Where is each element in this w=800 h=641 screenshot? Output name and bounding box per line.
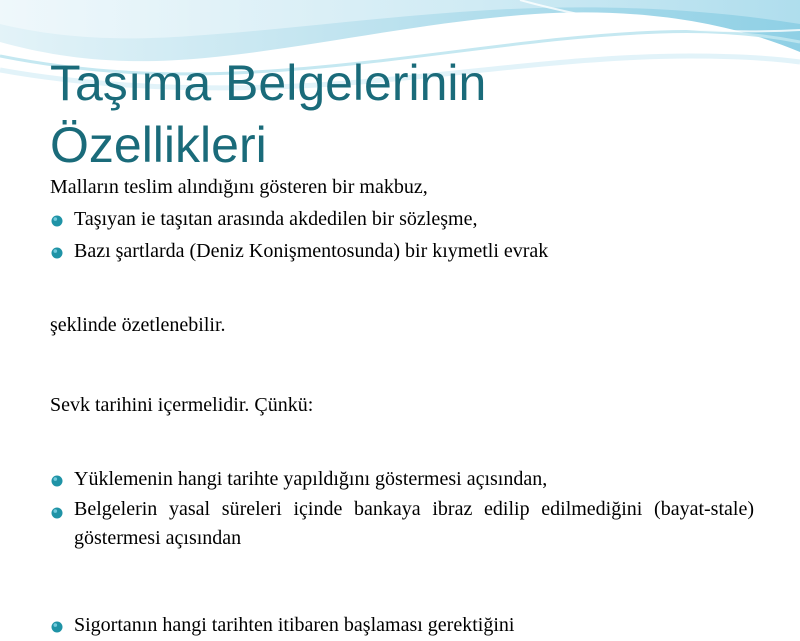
- bullet-text: Belgelerin yasal süreleri içinde bankaya ibraz edilip edilmediğini (bayat-stale) göstermesi açısından: [74, 498, 754, 549]
- spacer: [50, 421, 754, 463]
- slide-title: [50, 52, 670, 176]
- requirement-line: Sevk tarihini içermelidir. Çünkü:: [50, 394, 314, 416]
- bullet-dot-icon: [51, 621, 63, 633]
- bullet-item: [50, 609, 754, 641]
- slide-title-line-2: Özellikleri: [50, 117, 267, 173]
- bullet-text: Bazı şartlarda (Deniz Konişmentosunda) bir kıymetli evrak: [74, 240, 549, 262]
- spacer: [50, 553, 754, 609]
- bullet-dot-icon: [51, 507, 63, 519]
- bullet-dot-icon: [51, 215, 63, 227]
- bullet-text: Taşıyan ie taşıtan arasında akdedilen bir sözleşme,: [74, 208, 478, 230]
- bullet-item: [50, 463, 754, 495]
- slide-body: [50, 171, 754, 641]
- summary-line: şeklinde özetlenebilir.: [50, 314, 226, 336]
- bullet-item: [50, 495, 754, 553]
- spacer: [50, 267, 754, 309]
- bullet-item: [50, 203, 754, 235]
- bullet-dot-icon: [51, 475, 63, 487]
- bullet-text: Yüklemenin hangi tarihte yapıldığını göstermesi açısından,: [74, 468, 548, 490]
- bullet-text: Sigortanın hangi tarihten itibaren başlaması gerektiğini: [74, 614, 515, 636]
- bullet-item: [50, 235, 754, 267]
- lead-line: Malların teslim alındığını gösteren bir makbuz,: [50, 176, 428, 198]
- bullet-dot-icon: [51, 247, 63, 259]
- slide-title-line-1: Taşıma Belgelerinin: [50, 55, 487, 111]
- spacer: [50, 341, 754, 389]
